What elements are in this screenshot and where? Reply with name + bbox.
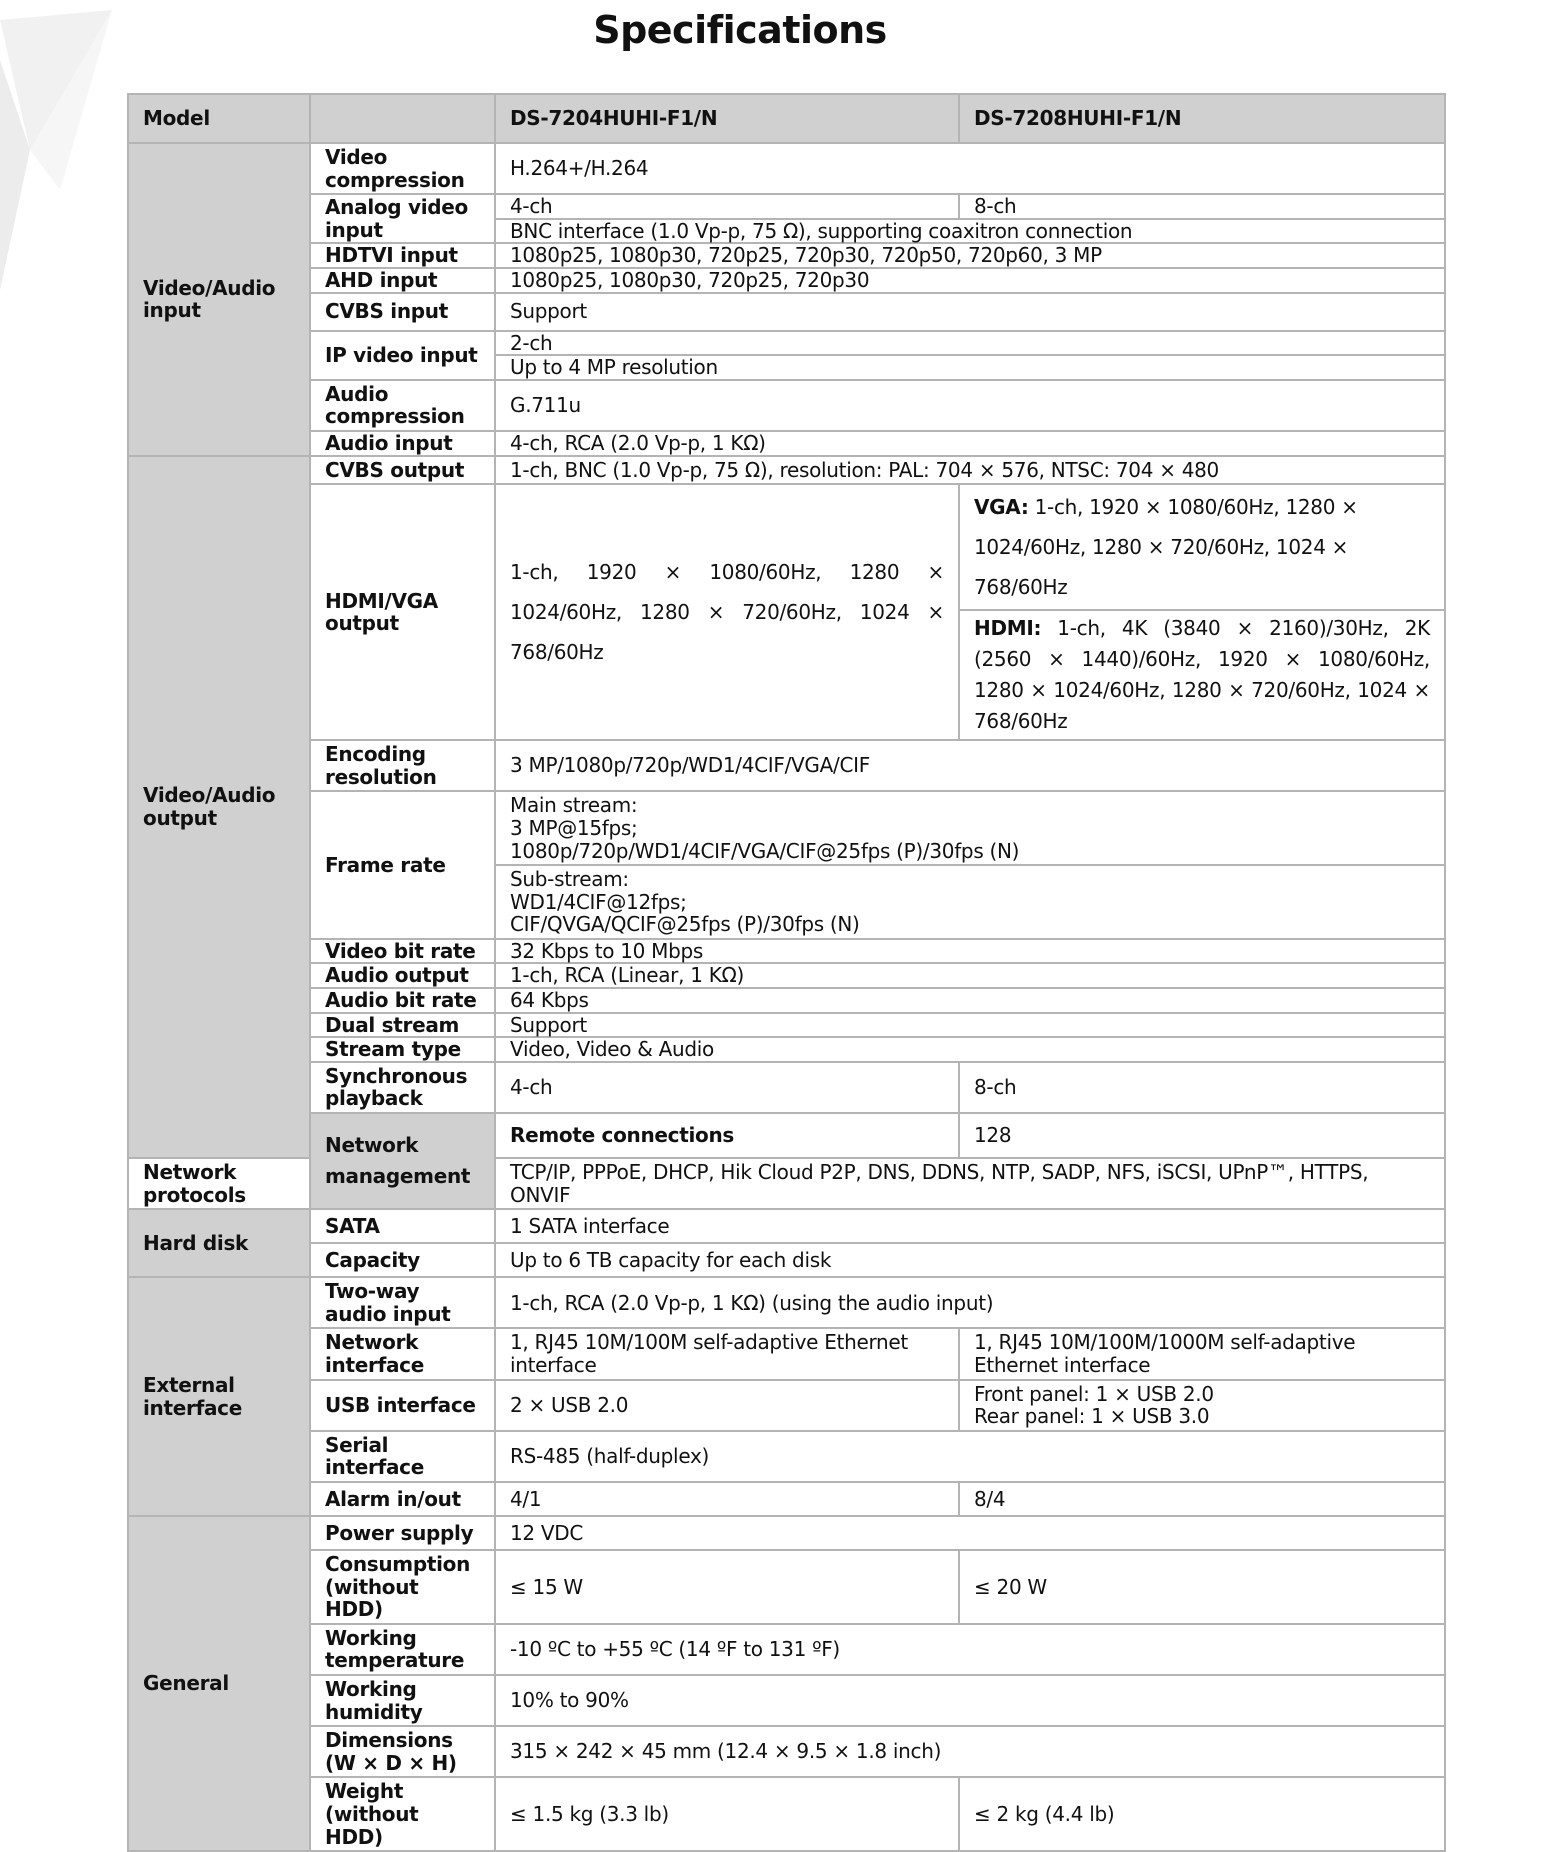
value-capacity: Up to 6 TB capacity for each disk	[495, 1243, 1445, 1277]
value-synchronous-playback-1: 4-ch	[495, 1062, 959, 1113]
label-synchronous-playback: Synchronous playback	[310, 1062, 495, 1113]
table-row	[128, 431, 1445, 456]
table-row	[128, 1113, 1445, 1158]
label-usb-interface: USB interface	[310, 1380, 495, 1431]
value-frame-rate-sub	[495, 865, 1445, 939]
label-audio-input: Audio input	[310, 431, 495, 456]
table-row	[128, 293, 1445, 331]
table-row	[128, 1516, 1445, 1550]
table-row	[128, 740, 1445, 791]
value-ahd-input: 1080p25, 1080p30, 720p25, 720p30	[495, 268, 1445, 293]
label-audio-compression: Audio compression	[310, 380, 495, 431]
table-row	[128, 243, 1445, 268]
label-hdmi-vga-output: HDMI/VGA output	[310, 484, 495, 740]
usb-rear-panel: Rear panel: 1 × USB 3.0	[974, 1404, 1210, 1429]
label-working-temperature: Working temperature	[310, 1624, 495, 1675]
table-row	[128, 1380, 1445, 1431]
label-stream-type: Stream type	[310, 1037, 495, 1062]
label-encoding-resolution: Encoding resolution	[310, 740, 495, 791]
table-row	[128, 1675, 1445, 1726]
label-alarm-in-out: Alarm in/out	[310, 1482, 495, 1516]
table-row	[128, 1328, 1445, 1379]
label-frame-rate: Frame rate	[310, 791, 495, 939]
label-serial-interface: Serial interface	[310, 1431, 495, 1482]
header-blank	[310, 94, 495, 143]
label-network-interface: Network interface	[310, 1328, 495, 1379]
table-row	[128, 939, 1445, 964]
table-header-row	[128, 94, 1445, 143]
value-analog-video-interface: BNC interface (1.0 Vp-p, 75 Ω), supporting coaxitron connection	[495, 219, 1445, 244]
label-cvbs-output: CVBS output	[310, 456, 495, 485]
label-remote-connections: Remote connections	[495, 1113, 959, 1158]
label-ip-video-input: IP video input	[310, 331, 495, 380]
table-row	[128, 1013, 1445, 1038]
table-row	[128, 791, 1445, 865]
header-model: Model	[128, 94, 310, 143]
vga-key: VGA:	[974, 495, 1029, 520]
value-network-protocols: TCP/IP, PPPoE, DHCP, Hik Cloud P2P, DNS, DDNS, NTP, SADP, NFS, iSCSI, UPnP™, HTTPS, ONVIF	[495, 1158, 1445, 1209]
hdmi-key: HDMI:	[974, 616, 1042, 641]
group-network-management: Network management	[310, 1113, 495, 1209]
label-sata: SATA	[310, 1209, 495, 1243]
label-cvbs-input: CVBS input	[310, 293, 495, 331]
header-model-2: DS-7208HUHI-F1/N	[959, 94, 1445, 143]
table-row	[128, 1243, 1445, 1277]
table-row	[128, 143, 1445, 194]
table-row	[128, 1277, 1445, 1328]
value-working-temperature: -10 ºC to +55 ºC (14 ºF to 131 ºF)	[495, 1624, 1445, 1675]
value-network-interface-1: 1, RJ45 10M/100M self-adaptive Ethernet interface	[495, 1328, 959, 1379]
table-row	[128, 1777, 1445, 1851]
value-dimensions: 315 × 242 × 45 mm (12.4 × 9.5 × 1.8 inch)	[495, 1726, 1445, 1777]
table-row	[128, 1431, 1445, 1482]
table-row	[128, 1209, 1445, 1243]
value-weight-1: ≤ 1.5 kg (3.3 lb)	[495, 1777, 959, 1851]
value-video-bit-rate: 32 Kbps to 10 Mbps	[495, 939, 1445, 964]
value-usb-interface-2	[959, 1380, 1445, 1431]
value-ip-video-input-2: Up to 4 MP resolution	[495, 355, 1445, 380]
table-row	[128, 380, 1445, 431]
page-title: Specifications	[593, 8, 887, 52]
value-vga-output-2	[959, 484, 1445, 610]
value-audio-output: 1-ch, RCA (Linear, 1 KΩ)	[495, 963, 1445, 988]
header-model-1: DS-7204HUHI-F1/N	[495, 94, 959, 143]
value-two-way-audio-input: 1-ch, RCA (2.0 Vp-p, 1 KΩ) (using the audio input)	[495, 1277, 1445, 1328]
value-usb-interface-1: 2 × USB 2.0	[495, 1380, 959, 1431]
value-audio-input: 4-ch, RCA (2.0 Vp-p, 1 KΩ)	[495, 431, 1445, 456]
value-hdmi-output-2	[959, 610, 1445, 740]
group-video-audio-output: Video/Audio output	[128, 456, 310, 1159]
table-row	[128, 194, 1445, 219]
usb-front-panel: Front panel: 1 × USB 2.0	[974, 1381, 1214, 1406]
group-video-audio-input: Video/Audio input	[128, 143, 310, 456]
label-weight: Weight (without HDD)	[310, 1777, 495, 1851]
label-consumption: Consumption (without HDD)	[310, 1550, 495, 1624]
label-audio-output: Audio output	[310, 963, 495, 988]
hdmi-value: 1-ch, 4K (3840 × 2160)/30Hz, 2K (2560 × 1440)/60Hz, 1920 × 1080/60Hz, 1280 × 1024/60Hz, 1280 × 720/60Hz, 1024 × 768/60Hz	[974, 616, 1430, 734]
value-consumption-1: ≤ 15 W	[495, 1550, 959, 1624]
value-encoding-resolution: 3 MP/1080p/720p/WD1/4CIF/VGA/CIF	[495, 740, 1445, 791]
value-alarm-in-out-2: 8/4	[959, 1482, 1445, 1516]
value-sata: 1 SATA interface	[495, 1209, 1445, 1243]
table-row	[128, 1062, 1445, 1113]
value-audio-bit-rate: 64 Kbps	[495, 988, 1445, 1013]
label-video-bit-rate: Video bit rate	[310, 939, 495, 964]
value-cvbs-input: Support	[495, 293, 1445, 331]
value-video-compression: H.264+/H.264	[495, 143, 1445, 194]
table-row	[128, 1037, 1445, 1062]
label-ahd-input: AHD input	[310, 268, 495, 293]
label-audio-bit-rate: Audio bit rate	[310, 988, 495, 1013]
frame-rate-sub-line: CIF/QVGA/QCIF@25fps (P)/30fps (N)	[510, 912, 860, 937]
frame-rate-main-line: Main stream:	[510, 793, 638, 818]
value-working-humidity: 10% to 90%	[495, 1675, 1445, 1726]
value-serial-interface: RS-485 (half-duplex)	[495, 1431, 1445, 1482]
value-frame-rate-main	[495, 791, 1445, 865]
value-consumption-2: ≤ 20 W	[959, 1550, 1445, 1624]
group-external-interface: External interface	[128, 1277, 310, 1516]
value-analog-video-input-2: 8-ch	[959, 194, 1445, 219]
label-working-humidity: Working humidity	[310, 1675, 495, 1726]
specifications-table	[127, 93, 1446, 1852]
frame-rate-main-line: 1080p/720p/WD1/4CIF/VGA/CIF@25fps (P)/30fps (N)	[510, 838, 1020, 863]
value-remote-connections: 128	[959, 1113, 1445, 1158]
label-capacity: Capacity	[310, 1243, 495, 1277]
table-row	[128, 988, 1445, 1013]
table-row	[128, 484, 1445, 610]
frame-rate-main-line: 3 MP@15fps;	[510, 815, 638, 840]
table-row	[128, 1726, 1445, 1777]
value-network-interface-2: 1, RJ45 10M/100M/1000M self-adaptive Ethernet interface	[959, 1328, 1445, 1379]
group-general: General	[128, 1516, 310, 1851]
value-weight-2: ≤ 2 kg (4.4 lb)	[959, 1777, 1445, 1851]
label-two-way-audio-input: Two-way audio input	[310, 1277, 495, 1328]
value-hdtvi-input: 1080p25, 1080p30, 720p25, 720p30, 720p50, 720p60, 3 MP	[495, 243, 1445, 268]
label-network-protocols: Network protocols	[128, 1158, 310, 1209]
value-analog-video-input-1: 4-ch	[495, 194, 959, 219]
label-power-supply: Power supply	[310, 1516, 495, 1550]
table-row	[128, 1624, 1445, 1675]
value-ip-video-input-1: 2-ch	[495, 331, 1445, 356]
label-dual-stream: Dual stream	[310, 1013, 495, 1038]
value-power-supply: 12 VDC	[495, 1516, 1445, 1550]
value-audio-compression: G.711u	[495, 380, 1445, 431]
value-dual-stream: Support	[495, 1013, 1445, 1038]
label-dimensions: Dimensions (W × D × H)	[310, 1726, 495, 1777]
table-row	[128, 456, 1445, 485]
label-hdtvi-input: HDTVI input	[310, 243, 495, 268]
value-cvbs-output: 1-ch, BNC (1.0 Vp-p, 75 Ω), resolution: PAL: 704 × 576, NTSC: 704 × 480	[495, 456, 1445, 485]
vga-value: 1-ch, 1920 × 1080/60Hz, 1280 × 1024/60Hz, 1280 × 720/60Hz, 1024 × 768/60Hz	[974, 495, 1358, 600]
value-synchronous-playback-2: 8-ch	[959, 1062, 1445, 1113]
table-row	[128, 268, 1445, 293]
frame-rate-sub-line: WD1/4CIF@12fps;	[510, 889, 687, 914]
value-alarm-in-out-1: 4/1	[495, 1482, 959, 1516]
table-row	[128, 1482, 1445, 1516]
table-row	[128, 963, 1445, 988]
label-video-compression: Video compression	[310, 143, 495, 194]
group-hard-disk: Hard disk	[128, 1209, 310, 1277]
value-stream-type: Video, Video & Audio	[495, 1037, 1445, 1062]
label-analog-video-input: Analog video input	[310, 194, 495, 243]
value-hdmi-vga-output-1: 1-ch, 1920 × 1080/60Hz, 1280 × 1024/60Hz, 1280 × 720/60Hz, 1024 × 768/60Hz	[495, 484, 959, 740]
frame-rate-sub-line: Sub-stream:	[510, 867, 629, 892]
table-row	[128, 1550, 1445, 1624]
table-row	[128, 331, 1445, 356]
